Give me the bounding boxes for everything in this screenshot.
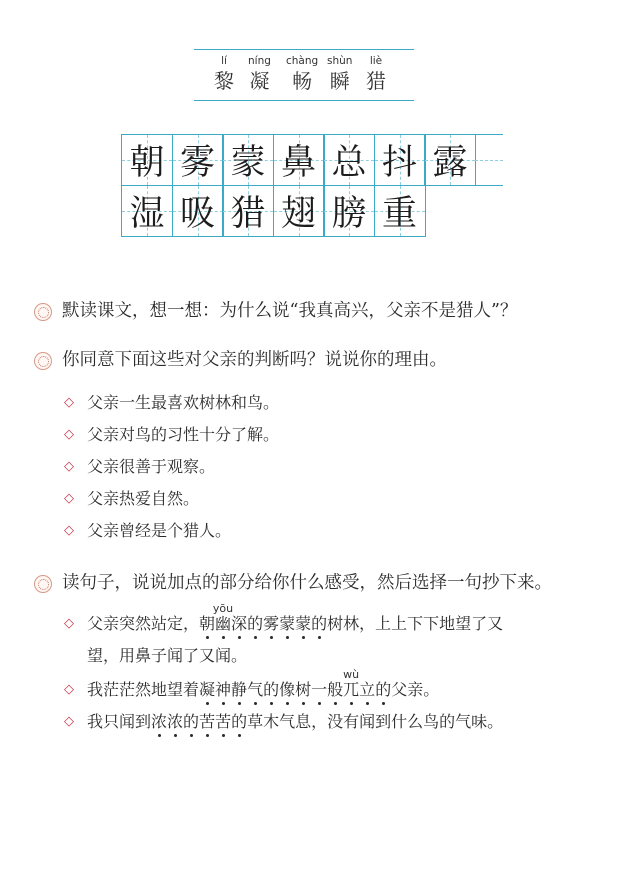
- grid-cell: [374, 185, 426, 237]
- ruby-character: [343, 668, 360, 699]
- emphasis-character: 静: [231, 680, 248, 699]
- emphasis-character: 蒙: [295, 614, 312, 633]
- emphasis-character: 立: [359, 680, 376, 699]
- grid-cell: [273, 134, 325, 186]
- grid-character: 雾: [179, 143, 215, 183]
- dotted-text: [199, 680, 343, 699]
- grid-tail: [475, 134, 503, 186]
- diamond-bullet-icon: ◇: [64, 682, 74, 697]
- diamond-bullet-icon: ◇: [64, 427, 74, 442]
- emphasis-character: 蒙: [279, 614, 296, 633]
- vocab-hanzi: 黎: [214, 69, 234, 93]
- vocab-word: [214, 50, 234, 94]
- emphasis-character: 凝: [199, 680, 216, 699]
- grid-cell: [323, 185, 375, 237]
- sentence-text: 我茫茫然地望着: [87, 680, 200, 699]
- grid-cell: [222, 134, 274, 186]
- vocab-pinyin: liè: [369, 55, 383, 67]
- emphasis-character: 深: [231, 614, 248, 633]
- vocab-word: [366, 50, 386, 94]
- diamond-bullet-icon: ◇: [64, 616, 74, 631]
- judgment-item: 父亲曾经是个猎人。: [87, 521, 232, 540]
- sentence-1: [87, 602, 504, 634]
- dotted-phrase: [199, 668, 392, 699]
- sentence-2: [87, 668, 440, 700]
- judgment-item: 父亲一生最喜欢树林和鸟。: [87, 393, 280, 412]
- question-1-text: 默读课文，想一想：为什么说“我真高兴，父亲不是猎人”？: [62, 301, 518, 321]
- vocab-hanzi: 畅: [292, 69, 313, 93]
- ruby-hanzi: 幽: [215, 614, 232, 633]
- vocab-word: [327, 50, 352, 94]
- grid-character: 重: [381, 193, 417, 234]
- grid-character: 膀: [331, 193, 367, 234]
- sentence-3: [87, 712, 503, 732]
- sentence-text: 父亲。: [391, 680, 440, 699]
- grid-character: 猎: [230, 193, 266, 234]
- grid-cell: [273, 185, 325, 237]
- emphasis-character: 的: [375, 680, 392, 699]
- emphasis-character: 的: [183, 712, 200, 731]
- dotted-text: [359, 680, 391, 699]
- question-icon: [34, 575, 52, 593]
- diamond-bullet-icon: ◇: [64, 714, 74, 729]
- emphasis-character: 般: [327, 680, 344, 699]
- ruby-hanzi: 兀: [343, 680, 360, 699]
- judgment-item: 父亲对鸟的习性十分了解。: [87, 425, 280, 444]
- vocab-pinyin: chàng: [286, 55, 319, 67]
- grid-character: 湿: [129, 193, 165, 234]
- grid-cell: [374, 134, 426, 186]
- emphasis-character: 的: [263, 680, 280, 699]
- grid-row: [121, 185, 424, 237]
- grid-cell: [222, 185, 274, 237]
- question-icon: [34, 352, 52, 370]
- grid-character: 总: [331, 143, 367, 183]
- ruby-pinyin: wù: [343, 668, 360, 681]
- vocab-hanzi: 凝: [249, 69, 270, 93]
- sentence-text: 草木气息，没有闻到什么鸟的气味。: [247, 712, 504, 731]
- sentence-text: 树林，上上下下地望了又: [327, 614, 504, 633]
- ruby-pinyin: yōu: [212, 602, 234, 615]
- vocab-pinyin: shùn: [327, 55, 353, 67]
- dotted-phrase: [199, 602, 328, 633]
- question-icon: [34, 303, 52, 321]
- sentence-text: 父亲突然站定，: [87, 614, 200, 633]
- judgment-item: 父亲热爱自然。: [87, 489, 200, 508]
- question-2-text: 你同意下面这些对父亲的判断吗？说说你的理由。: [62, 350, 447, 370]
- diamond-bullet-icon: ◇: [64, 491, 74, 506]
- sentence-text: 我只闻到: [87, 712, 152, 731]
- emphasis-character: 雾: [263, 614, 280, 633]
- ruby-character: [212, 602, 234, 633]
- dotted-text: [151, 712, 247, 731]
- grid-character: 翅: [280, 193, 316, 234]
- vocab-word: [248, 50, 271, 94]
- vocab-word: [286, 50, 318, 94]
- emphasis-character: 的: [231, 712, 248, 731]
- emphasis-character: 的: [247, 614, 264, 633]
- grid-cell: [323, 134, 375, 186]
- grid-character: 蒙: [230, 143, 266, 183]
- emphasis-character: 苦: [215, 712, 232, 731]
- sentence-1-line-2: 望，用鼻子闻了又闻。: [87, 646, 248, 665]
- dotted-text: [231, 614, 327, 633]
- emphasis-character: 气: [247, 680, 264, 699]
- emphasis-character: 树: [295, 680, 312, 699]
- emphasis-character: 苦: [199, 712, 216, 731]
- grid-character: 抖: [381, 143, 417, 183]
- grid-character: 吸: [179, 193, 215, 234]
- grid-character: 露: [432, 143, 468, 183]
- grid-cell: [172, 134, 224, 186]
- emphasis-character: 浓: [151, 712, 168, 731]
- judgment-item: 父亲很善于观察。: [87, 457, 216, 476]
- grid-character: 朝: [129, 143, 165, 183]
- emphasis-character: 浓: [167, 712, 184, 731]
- emphasis-character: 像: [279, 680, 296, 699]
- grid-cell: [424, 134, 476, 186]
- grid-cell: [121, 185, 173, 237]
- dotted-text: 朝: [199, 614, 216, 633]
- grid-cell: [172, 185, 224, 237]
- diamond-bullet-icon: ◇: [64, 395, 74, 410]
- emphasis-character: 一: [311, 680, 328, 699]
- vocab-hanzi: 猎: [366, 69, 386, 93]
- grid-character: 鼻: [280, 143, 316, 183]
- diamond-bullet-icon: ◇: [64, 523, 74, 538]
- diamond-bullet-icon: ◇: [64, 459, 74, 474]
- vocab-hanzi: 瞬: [329, 69, 350, 93]
- emphasis-character: 神: [215, 680, 232, 699]
- vocab-pinyin: níng: [248, 55, 271, 67]
- grid-row: [121, 134, 503, 186]
- emphasis-character: 的: [311, 614, 328, 633]
- question-3-text: 读句子，说说加点的部分给你什么感受，然后选择一句抄下来。: [62, 573, 552, 593]
- vocab-pinyin: lí: [221, 55, 227, 67]
- vocab-box: [194, 49, 414, 101]
- grid-cell: [121, 134, 173, 186]
